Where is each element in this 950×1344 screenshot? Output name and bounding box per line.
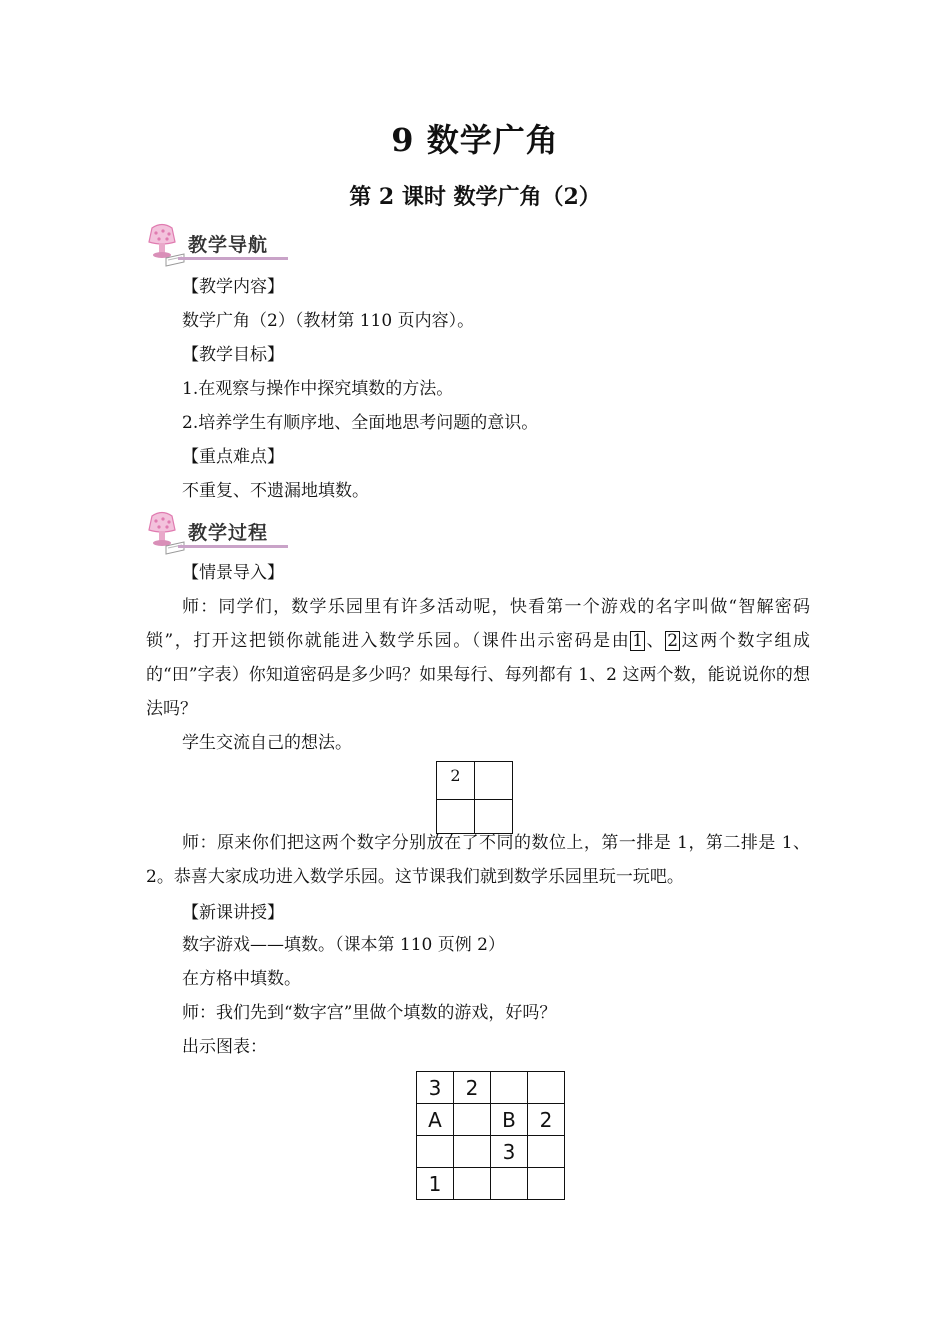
grid-cell: [475, 762, 513, 800]
grid-cell: 3: [417, 1072, 454, 1104]
focus-text: 不重复、不遗漏地填数。: [182, 481, 369, 501]
content-text: 数学广角（2）（教材第 110 页内容）。: [182, 311, 475, 331]
grid-cell: [491, 1168, 528, 1200]
tian-grid: [436, 761, 513, 834]
content-heading: 【教学内容】: [182, 277, 284, 297]
grid-cell: [417, 1136, 454, 1168]
section-banner-guide: [142, 222, 292, 268]
goals-heading: 【教学目标】: [182, 345, 284, 365]
lesson-subtitle: 第 2 课时 数学广角（2）: [349, 184, 601, 210]
grid-cell: B: [491, 1104, 528, 1136]
separator: 、: [645, 631, 666, 651]
new-lesson-line: 出示图表：: [182, 1037, 267, 1057]
grid-cell: [454, 1168, 491, 1200]
new-lesson-line: 数字游戏——填数。（课本第 110 页例 2）: [182, 935, 505, 955]
grid-cell: A: [417, 1104, 454, 1136]
password-digit-box: 2: [667, 631, 679, 651]
focus-heading: 【重点难点】: [182, 447, 284, 467]
grid-cell: [454, 1136, 491, 1168]
banner-label: 教学过程: [188, 522, 269, 544]
banner-label: 教学导航: [188, 234, 269, 256]
new-lesson-heading: 【新课讲授】: [182, 903, 284, 923]
intro-paragraph: [146, 590, 810, 726]
banner-underline: [178, 545, 288, 548]
grid-cell: [528, 1072, 565, 1104]
goal-item: 2.培养学生有顺序地、全面地思考问题的意识。: [182, 413, 539, 433]
section-banner-process: [142, 510, 292, 556]
grid-cell: [454, 1104, 491, 1136]
number-palace-grid: [416, 1071, 565, 1200]
grid-cell: [491, 1072, 528, 1104]
student-exchange: 学生交流自己的想法。: [182, 733, 352, 753]
intro-text-part1: 师：同学们，数学乐园里有许多活动呢，快看第一个游戏的名字叫做“智解密码锁”，打开这把锁你就能进入数学乐园。（课件出示密码是由: [146, 597, 810, 651]
grid-cell: 3: [491, 1136, 528, 1168]
intro-text-part2: 这两个数字组成的“田”字表）你知道密码是多少吗？如果每行、每列都有 1、2 这两个数，能说说你的想法吗？: [146, 631, 810, 719]
grid-cell: 2: [528, 1104, 565, 1136]
grid-cell: 2: [454, 1072, 491, 1104]
lamp-book-icon: [142, 222, 186, 268]
grid-cell: [528, 1168, 565, 1200]
grid-cell: 1: [417, 1168, 454, 1200]
lamp-book-icon: [142, 510, 186, 556]
goal-item: 1.在观察与操作中探究填数的方法。: [182, 379, 454, 399]
password-digit-box: 1: [632, 631, 644, 651]
intro-heading: 【情景导入】: [182, 563, 284, 583]
chapter-title: 9 数学广角: [391, 121, 559, 159]
teacher-paragraph: 师：原来你们把这两个数字分别放在了不同的数位上，第一排是 1，第二排是 1、2。恭喜大家成功进入数学乐园。这节课我们就到数学乐园里玩一玩吧。: [146, 833, 810, 887]
grid-cell: 2: [437, 762, 475, 800]
grid-cell: [528, 1136, 565, 1168]
new-lesson-line: 在方格中填数。: [182, 969, 301, 989]
banner-underline: [178, 257, 288, 260]
new-lesson-line: 师：我们先到“数字宫”里做个填数的游戏，好吗？: [182, 1003, 557, 1023]
